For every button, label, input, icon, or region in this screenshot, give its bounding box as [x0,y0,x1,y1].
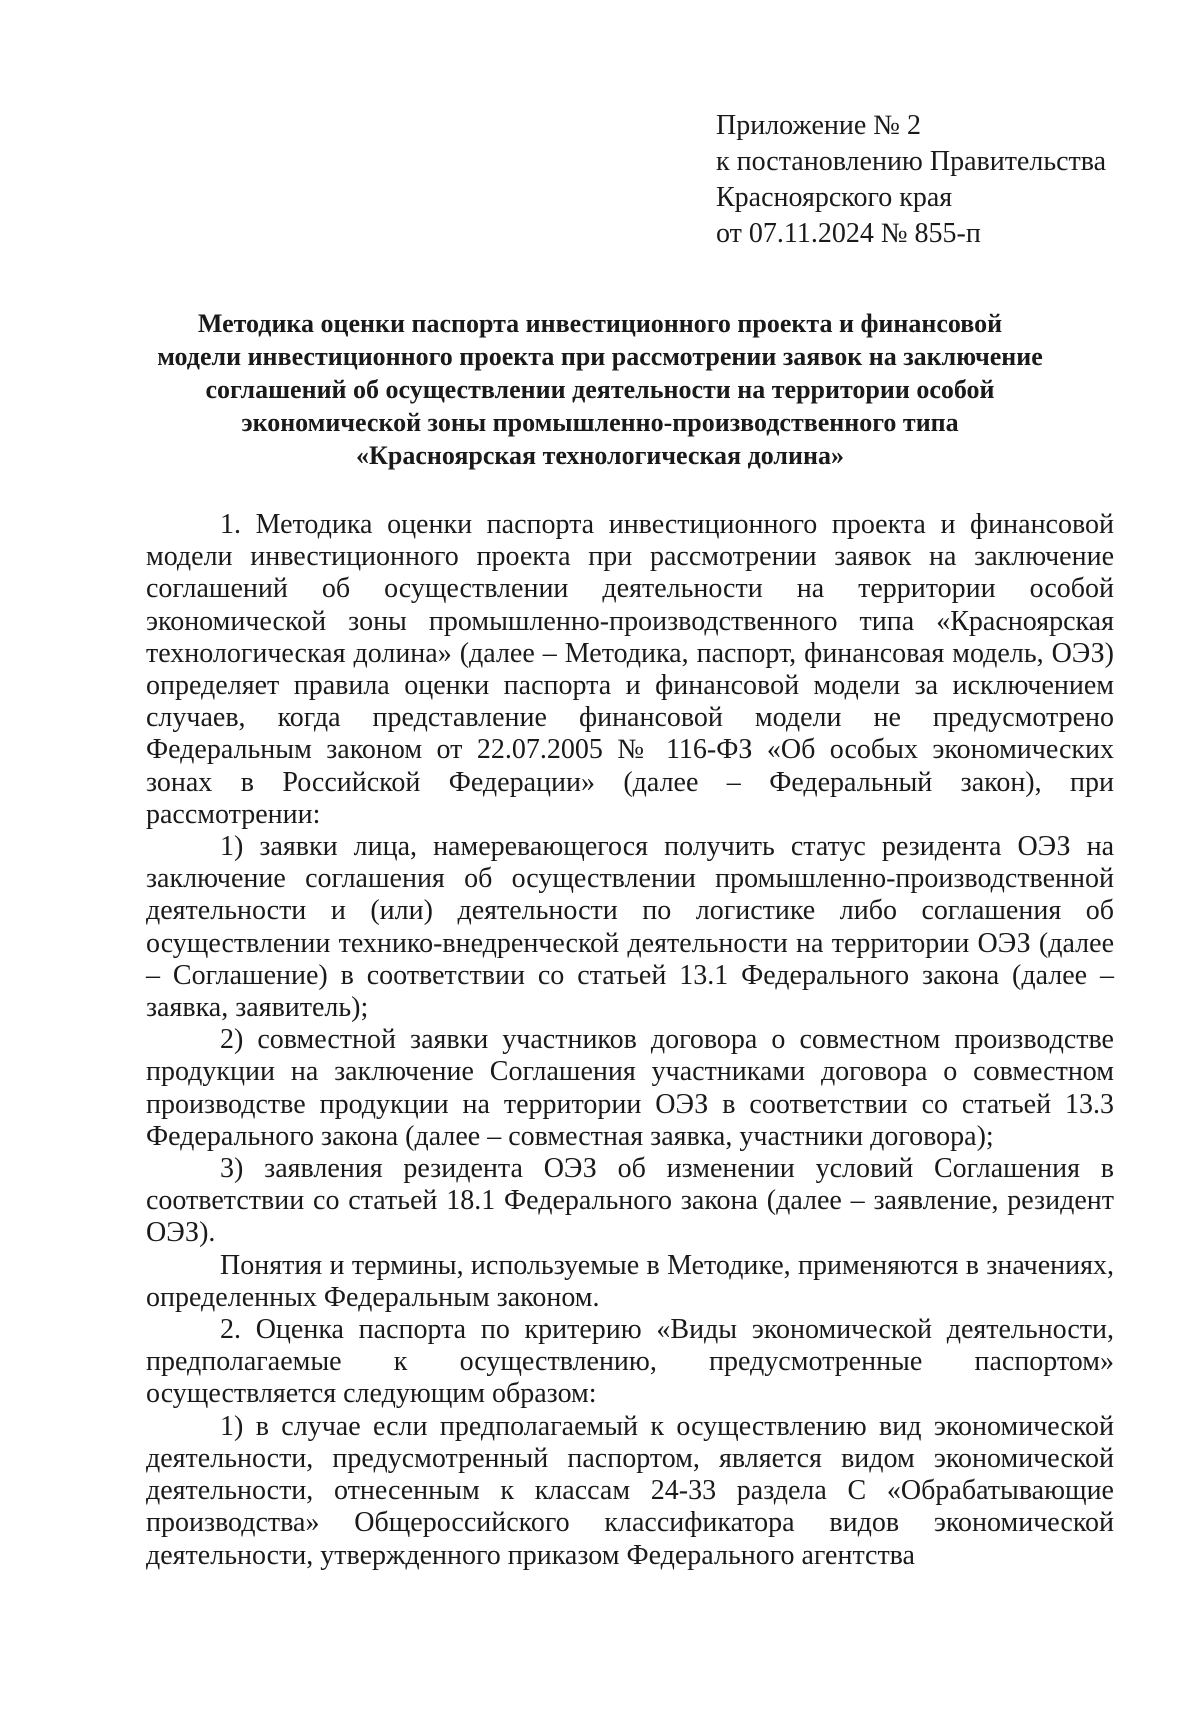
appendix-block [716,108,1106,252]
title-line: модели инвестиционного проекта при рассмотрении заявок на заключение [157,342,1043,371]
title-line: Методика оценки паспорта инвестиционного проекта и финансовой [197,309,1003,338]
document-title [140,307,1060,472]
paragraph-subitem-1: 1) заявки лица, намеревающегося получить статус резидента ОЭЗ на заключение соглашения об осуществлении промышленно-производственной деятельности и (или) деятельности по логистике либо соглашения об осуществлении технико-внедренческой деятельности на территории ОЭЗ (далее – Соглашение) в соответствии со статьей 13.1 Федерального закона (далее – заявка, заявитель); [146,831,1114,1024]
appendix-line: Приложение № 2 [716,110,921,141]
paragraph-terms: Понятия и термины, используемые в Методике, применяются в значениях, определенных Федеральным законом. [146,1249,1114,1313]
appendix-line: к постановлению Правительства [716,146,1107,177]
paragraph-item-2: 2. Оценка паспорта по критерию «Виды экономической деятельности, предполагаемые к осуществлению, предусмотренные паспортом» осуществляется следующим образом: [146,1314,1114,1410]
title-line: соглашений об осуществлении деятельности на территории особой [205,375,995,404]
paragraph-item-1: 1. Методика оценки паспорта инвестиционного проекта и финансовой модели инвестиционного проекта при рассмотрении заявок на заключение соглашений об осуществлении деятельности на территории особой экономической зоны промышленно-производственного типа «Красноярская технологическая долина» (далее – Методика, паспорт, финансовая модель, ОЭЗ) определяет правила оценки паспорта и финансовой модели за исключением случаев, когда представление финансовой модели не предусмотрено Федеральным законом от 22.07.2005 № 116-ФЗ «Об особых экономических зонах в Российской Федерации» (далее – Федеральный закон), при рассмотрении: [146,509,1114,830]
appendix-line: Красноярского края [716,182,953,213]
paragraph-subitem-3: 3) заявления резидента ОЭЗ об изменении условий Соглашения в соответствии со статьей 18.1 Федерального закона (далее – заявление, резидент ОЭЗ). [146,1153,1114,1249]
paragraph-item-2-subitem-1: 1) в случае если предполагаемый к осуществлению вид экономической деятельности, предусмотренный паспортом, является видом экономической деятельности, отнесенным к классам 24-33 раздела С «Обрабатывающие производства» Общероссийского классификатора видов экономической деятельности, утвержденного приказом Федерального агентства [146,1410,1114,1571]
title-line: экономической зоны промышленно-производственного типа [241,408,959,437]
appendix-line: от 07.11.2024 № 855-п [716,218,981,249]
paragraph-subitem-2: 2) совместной заявки участников договора о совместном производстве продукции на заключение Соглашения участниками договора о совместном производстве продукции на территории ОЭЗ в соответствии со статьей 13.3 Федерального закона (далее – совместная заявка, участники договора); [146,1024,1114,1152]
document-body [146,509,1114,1572]
title-line: «Красноярская технологическая долина» [356,441,844,470]
